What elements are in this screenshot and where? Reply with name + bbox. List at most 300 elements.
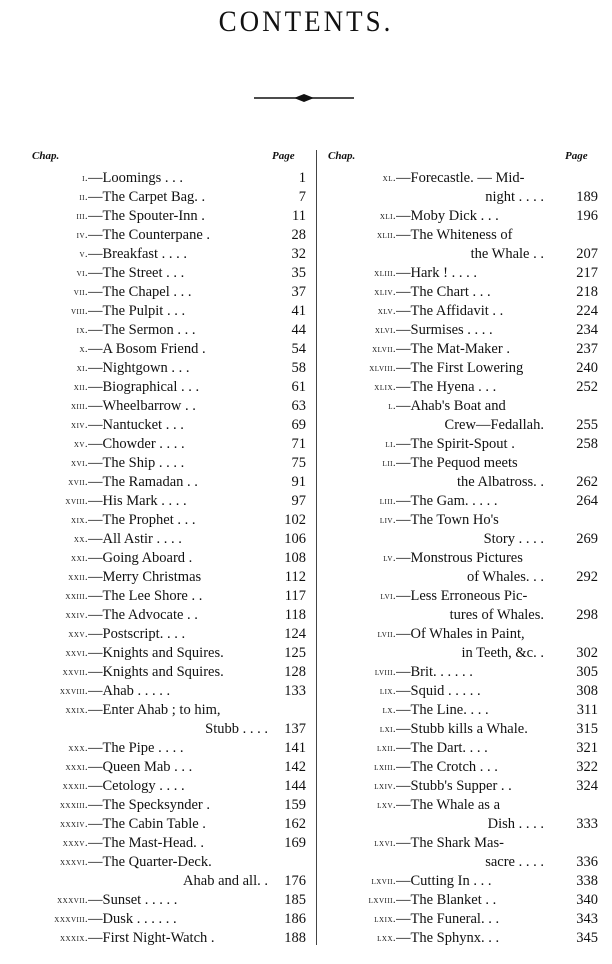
chapter-title: —Ahab's Boat and bbox=[396, 398, 506, 414]
toc-entry bbox=[326, 321, 598, 340]
chapter-number: lix. bbox=[379, 686, 396, 697]
chapter-number: l. bbox=[388, 401, 396, 412]
page-number: 186 bbox=[284, 911, 306, 927]
chapter-title: —The Carpet Bag. . bbox=[88, 189, 206, 205]
chapter-number: xlvii. bbox=[372, 344, 396, 355]
chapter-number: lv. bbox=[383, 553, 396, 564]
ornament-rule-icon bbox=[254, 93, 354, 103]
page-number: 308 bbox=[576, 683, 598, 699]
chapter-number: xxiv. bbox=[65, 610, 88, 621]
chapter-number: xlv. bbox=[377, 306, 396, 317]
page-number: 162 bbox=[284, 816, 306, 832]
chapter-title: —The Advocate . . bbox=[88, 607, 198, 623]
page-number: 302 bbox=[576, 645, 598, 661]
toc-entry bbox=[14, 226, 306, 245]
chapter-title: —The Gam. . . . . bbox=[396, 493, 498, 509]
chapter-number: lxiii. bbox=[374, 762, 396, 773]
chapter-title: —Surmises . . . . bbox=[396, 322, 493, 338]
toc-entry bbox=[326, 777, 598, 796]
toc-entry bbox=[14, 473, 306, 492]
chapter-number: xviii. bbox=[65, 496, 88, 507]
chapter-number: xxix. bbox=[65, 705, 88, 716]
chapter-title: —The Chapel . . . bbox=[88, 284, 192, 300]
page-number: 69 bbox=[291, 417, 306, 433]
chapter-title: —The Crotch . . . bbox=[396, 759, 498, 775]
chapter-title: —Less Erroneous Pic- bbox=[396, 588, 528, 604]
chapter-title: —The Lee Shore . . bbox=[88, 588, 203, 604]
page-number: 137 bbox=[284, 721, 306, 737]
page-number: 124 bbox=[284, 626, 306, 642]
toc-entry bbox=[14, 435, 306, 454]
chapter-number: xxv. bbox=[68, 629, 88, 640]
chapter-title: —Queen Mab . . . bbox=[88, 759, 193, 775]
chapter-number: liii. bbox=[379, 496, 396, 507]
toc-entry bbox=[326, 435, 598, 454]
page-number: 343 bbox=[576, 911, 598, 927]
chapter-title: —Loomings . . . bbox=[88, 170, 184, 186]
page-number: 159 bbox=[284, 797, 306, 813]
chapter-title: —The Specksynder . bbox=[88, 797, 211, 813]
chapter-number: v. bbox=[79, 249, 88, 260]
toc-entry bbox=[14, 283, 306, 302]
chapter-number: viii. bbox=[70, 306, 88, 317]
chapter-title: —The Spirit-Spout . bbox=[396, 436, 515, 452]
toc-entry bbox=[14, 188, 306, 207]
chapter-title: —The Hyena . . . bbox=[396, 379, 497, 395]
page-number: 189 bbox=[576, 189, 598, 205]
toc-entry bbox=[14, 587, 306, 606]
toc-entry bbox=[14, 492, 306, 511]
page-number: 75 bbox=[291, 455, 306, 471]
chapter-title: —Nantucket . . . bbox=[88, 417, 184, 433]
page-number: 54 bbox=[291, 341, 306, 357]
chapter-number: xlviii. bbox=[369, 363, 396, 374]
chapter-number: iii. bbox=[76, 211, 88, 222]
chapter-number: iv. bbox=[76, 230, 88, 241]
chapter-title: —The Spouter-Inn . bbox=[88, 208, 205, 224]
page-number: 336 bbox=[576, 854, 598, 870]
page-number: 240 bbox=[576, 360, 598, 376]
chapter-number: xxviii. bbox=[59, 686, 88, 697]
toc-entry bbox=[326, 226, 598, 264]
toc-entry bbox=[326, 207, 598, 226]
toc-entry bbox=[14, 777, 306, 796]
toc-entry bbox=[326, 701, 598, 720]
page-number: 58 bbox=[291, 360, 306, 376]
chapter-title: —The Shark Mas- bbox=[396, 835, 504, 851]
chapter-number: xv. bbox=[73, 439, 88, 450]
chapter-number: xlvi. bbox=[374, 325, 396, 336]
chapter-number: lvi. bbox=[380, 591, 396, 602]
toc-entry bbox=[14, 625, 306, 644]
chapter-title: —Squid . . . . . bbox=[396, 683, 481, 699]
toc-entry bbox=[14, 834, 306, 853]
toc-entry bbox=[326, 378, 598, 397]
chapter-number: x. bbox=[79, 344, 88, 355]
chapter-title: —Sunset . . . . . bbox=[88, 892, 178, 908]
chapter-title: —Enter Ahab ; to him, bbox=[88, 702, 221, 718]
toc-entry bbox=[14, 397, 306, 416]
page-number: 176 bbox=[284, 873, 306, 889]
chapter-title: —Knights and Squires. bbox=[88, 664, 224, 680]
chapter-title: —The Dart. . . . bbox=[396, 740, 488, 756]
chapter-title: —The Cabin Table . bbox=[88, 816, 206, 832]
chapter-title: —Cutting In . . . bbox=[396, 873, 492, 889]
page-number: 91 bbox=[291, 474, 306, 490]
chapter-title: —Merry Christmas bbox=[88, 569, 202, 585]
toc-entry bbox=[14, 207, 306, 226]
chapter-number: xiii. bbox=[70, 401, 88, 412]
toc-entry bbox=[14, 302, 306, 321]
chapter-number: xxii. bbox=[68, 572, 88, 583]
chapter-title: —The Counterpane . bbox=[88, 227, 211, 243]
toc-entry bbox=[14, 169, 306, 188]
toc-entry bbox=[14, 454, 306, 473]
toc-entry bbox=[14, 853, 306, 891]
page-label-left: Page bbox=[272, 150, 295, 162]
chapter-title: —The Ramadan . . bbox=[88, 474, 198, 490]
chapter-title: night . . . . bbox=[485, 189, 544, 205]
chapter-title: the Albatross. . bbox=[457, 474, 544, 490]
chap-label-right: Chap. bbox=[328, 150, 356, 162]
chapter-title: —The Sphynx. . . bbox=[396, 930, 500, 946]
page-number: 237 bbox=[576, 341, 598, 357]
chapter-number: vi. bbox=[76, 268, 88, 279]
toc-entry bbox=[326, 549, 598, 587]
page-number: 142 bbox=[284, 759, 306, 775]
chapter-number: vii. bbox=[73, 287, 88, 298]
chapter-number: xlii. bbox=[377, 230, 396, 241]
chapter-title: —Chowder . . . . bbox=[88, 436, 185, 452]
chapter-number: lx. bbox=[382, 705, 396, 716]
page-number: 118 bbox=[284, 607, 306, 623]
chapter-title: —Hark ! . . . . bbox=[396, 265, 477, 281]
toc-entry bbox=[14, 340, 306, 359]
page-number: 44 bbox=[291, 322, 306, 338]
toc-entry bbox=[326, 454, 598, 492]
toc-entry bbox=[14, 378, 306, 397]
page-number: 41 bbox=[291, 303, 306, 319]
page-label-right: Page bbox=[565, 150, 588, 162]
page-number: 217 bbox=[576, 265, 598, 281]
chapter-title: Dish . . . . bbox=[487, 816, 544, 832]
page-number: 207 bbox=[576, 246, 598, 262]
chapter-number: xix. bbox=[71, 515, 88, 526]
chapter-title: —Cetology . . . . bbox=[88, 778, 185, 794]
page-number: 321 bbox=[576, 740, 598, 756]
chapter-number: xliii. bbox=[374, 268, 396, 279]
page-number: 345 bbox=[576, 930, 598, 946]
page-number: 37 bbox=[291, 284, 306, 300]
toc-entry bbox=[326, 397, 598, 435]
chapter-title: sacre . . . . bbox=[485, 854, 544, 870]
toc-entry bbox=[326, 891, 598, 910]
chapter-title: —The Whiteness of bbox=[396, 227, 513, 243]
chapter-number: xxxii. bbox=[62, 781, 88, 792]
chapter-title: —Postscript. . . . bbox=[88, 626, 186, 642]
page-number: 125 bbox=[284, 645, 306, 661]
toc-entry bbox=[14, 359, 306, 378]
toc-entry bbox=[14, 416, 306, 435]
page-number: 188 bbox=[284, 930, 306, 946]
chapter-number: lii. bbox=[382, 458, 396, 469]
page-number: 338 bbox=[576, 873, 598, 889]
toc-entry bbox=[326, 492, 598, 511]
chapter-title: Ahab and all. . bbox=[183, 873, 268, 889]
toc-entry bbox=[14, 264, 306, 283]
chapter-title: —The Mat-Maker . bbox=[396, 341, 510, 357]
toc-entry bbox=[14, 568, 306, 587]
chapter-number: xii. bbox=[73, 382, 88, 393]
toc-entry bbox=[326, 682, 598, 701]
chapter-number: xvi. bbox=[71, 458, 88, 469]
toc-entry bbox=[326, 511, 598, 549]
page-number: 117 bbox=[284, 588, 306, 604]
toc-entry bbox=[326, 587, 598, 625]
toc-entry bbox=[326, 302, 598, 321]
toc-entry bbox=[326, 340, 598, 359]
page-number: 102 bbox=[284, 512, 306, 528]
page-number: 112 bbox=[284, 569, 306, 585]
toc-entry bbox=[14, 815, 306, 834]
chapter-number: xxxiii. bbox=[59, 800, 88, 811]
chapter-number: ii. bbox=[79, 192, 88, 203]
chapter-number: liv. bbox=[379, 515, 396, 526]
page-number: 218 bbox=[576, 284, 598, 300]
toc-entry bbox=[326, 739, 598, 758]
toc-entry bbox=[14, 910, 306, 929]
page-number: 35 bbox=[291, 265, 306, 281]
page-number: 324 bbox=[576, 778, 598, 794]
column-divider bbox=[316, 150, 317, 945]
chapter-title: the Whale . . bbox=[470, 246, 544, 262]
toc-entry bbox=[14, 549, 306, 568]
chapter-number: lxiv. bbox=[374, 781, 396, 792]
page-number: 315 bbox=[576, 721, 598, 737]
chapter-title: —The Street . . . bbox=[88, 265, 185, 281]
toc-left-column bbox=[14, 169, 306, 948]
page-number: 255 bbox=[576, 417, 598, 433]
chapter-title: —Moby Dick . . . bbox=[396, 208, 499, 224]
page-number: 169 bbox=[284, 835, 306, 851]
chapter-number: xxxvi. bbox=[59, 857, 88, 868]
chapter-number: ix. bbox=[76, 325, 88, 336]
toc-entry bbox=[14, 644, 306, 663]
chapter-title: —The Sermon . . . bbox=[88, 322, 196, 338]
toc-entry bbox=[326, 283, 598, 302]
page-number: 311 bbox=[576, 702, 598, 718]
toc-right-column bbox=[326, 169, 598, 948]
chapter-title: —First Night-Watch . bbox=[88, 930, 215, 946]
toc-entry bbox=[14, 682, 306, 701]
toc-entry bbox=[326, 169, 598, 207]
toc-entry bbox=[14, 663, 306, 682]
page-number: 196 bbox=[576, 208, 598, 224]
toc-entry bbox=[14, 701, 306, 739]
page-number: 32 bbox=[291, 246, 306, 262]
chapter-title: —Stubb kills a Whale. bbox=[396, 721, 528, 737]
toc-entry bbox=[14, 891, 306, 910]
chapter-title: —All Astir . . . . bbox=[88, 531, 182, 547]
chapter-number: xi. bbox=[76, 363, 88, 374]
page-number: 252 bbox=[576, 379, 598, 395]
page-number: 11 bbox=[292, 208, 306, 224]
page-number: 28 bbox=[291, 227, 306, 243]
chapter-title: —The Pulpit . . . bbox=[88, 303, 186, 319]
chapter-number: lxvi. bbox=[374, 838, 396, 849]
toc-entry bbox=[326, 720, 598, 739]
chapter-number: lxv. bbox=[377, 800, 396, 811]
toc-entry bbox=[326, 663, 598, 682]
chapter-number: xli. bbox=[379, 211, 396, 222]
toc-entry bbox=[14, 929, 306, 948]
chapter-title: —The Town Ho's bbox=[396, 512, 499, 528]
page-number: 333 bbox=[576, 816, 598, 832]
toc-entry bbox=[14, 606, 306, 625]
page-number: 305 bbox=[576, 664, 598, 680]
chapter-title: —His Mark . . . . bbox=[88, 493, 187, 509]
chapter-number: i. bbox=[82, 173, 88, 184]
chapter-number: xl. bbox=[382, 173, 396, 184]
page-number: 269 bbox=[576, 531, 598, 547]
chapter-number: xiv. bbox=[71, 420, 88, 431]
toc-entry bbox=[14, 796, 306, 815]
page-number: 97 bbox=[291, 493, 306, 509]
chapter-title: —Going Aboard . bbox=[88, 550, 193, 566]
page-number: 298 bbox=[576, 607, 598, 623]
chapter-title: —The Affidavit . . bbox=[396, 303, 504, 319]
page-number: 322 bbox=[576, 759, 598, 775]
toc-entry bbox=[14, 321, 306, 340]
chapter-title: —Dusk . . . . . . bbox=[88, 911, 177, 927]
chapter-title: —Knights and Squires. bbox=[88, 645, 224, 661]
chapter-number: xxi. bbox=[71, 553, 88, 564]
chapter-number: li. bbox=[385, 439, 396, 450]
toc-entry bbox=[326, 264, 598, 283]
chapter-number: lxx. bbox=[377, 933, 396, 944]
page-number: 71 bbox=[291, 436, 306, 452]
chapter-title: —The Blanket . . bbox=[396, 892, 497, 908]
toc-entry bbox=[326, 872, 598, 891]
chapter-number: xxxviii. bbox=[54, 914, 88, 925]
chapter-number: xliv. bbox=[374, 287, 396, 298]
chapter-title: —Monstrous Pictures bbox=[396, 550, 523, 566]
chapter-title: —The Quarter-Deck. bbox=[88, 854, 212, 870]
chapter-title: —Ahab . . . . . bbox=[88, 683, 171, 699]
chapter-number: xvii. bbox=[68, 477, 88, 488]
chapter-title: —The Whale as a bbox=[396, 797, 501, 813]
chapter-number: xxxi. bbox=[65, 762, 88, 773]
toc-entry bbox=[14, 739, 306, 758]
page-number: 106 bbox=[284, 531, 306, 547]
chapter-number: xlix. bbox=[374, 382, 396, 393]
page-number: 133 bbox=[284, 683, 306, 699]
chapter-number: lxii. bbox=[377, 743, 396, 754]
page-number: 63 bbox=[291, 398, 306, 414]
toc-entry bbox=[14, 511, 306, 530]
page-number: 108 bbox=[284, 550, 306, 566]
chapter-title: —The Prophet . . . bbox=[88, 512, 196, 528]
chapter-title: —Of Whales in Paint, bbox=[396, 626, 525, 642]
toc-entry bbox=[326, 625, 598, 663]
chapter-title: —The Funeral. . . bbox=[396, 911, 500, 927]
chapter-title: —The Chart . . . bbox=[396, 284, 491, 300]
chapter-number: xxx. bbox=[68, 743, 88, 754]
page-number: 258 bbox=[576, 436, 598, 452]
chapter-number: lxvii. bbox=[371, 876, 396, 887]
chapter-title: —The Pipe . . . . bbox=[88, 740, 184, 756]
chapter-title: Story . . . . bbox=[483, 531, 544, 547]
chapter-title: —Biographical . . . bbox=[88, 379, 200, 395]
chapter-number: xxvii. bbox=[62, 667, 88, 678]
chapter-title: —The Mast-Head. . bbox=[88, 835, 204, 851]
chapter-number: xxxiv. bbox=[59, 819, 88, 830]
page-number: 7 bbox=[298, 189, 306, 205]
toc-entry bbox=[14, 530, 306, 549]
chapter-number: lxix. bbox=[374, 914, 396, 925]
chapter-title: —Nightgown . . . bbox=[88, 360, 190, 376]
chapter-number: xxxvii. bbox=[57, 895, 88, 906]
chapter-number: lviii. bbox=[374, 667, 396, 678]
chapter-number: xxxix. bbox=[59, 933, 88, 944]
chapter-title: —Stubb's Supper . . bbox=[396, 778, 512, 794]
chapter-number: xxvi. bbox=[65, 648, 88, 659]
chapter-title: —The Pequod meets bbox=[396, 455, 518, 471]
page-number: 185 bbox=[284, 892, 306, 908]
chapter-title: of Whales. . . bbox=[466, 569, 544, 585]
page-number: 262 bbox=[576, 474, 598, 490]
page-number: 128 bbox=[284, 664, 306, 680]
chapter-number: lxviii. bbox=[368, 895, 396, 906]
toc-entry bbox=[14, 245, 306, 264]
page-number: 224 bbox=[576, 303, 598, 319]
chapter-title: tures of Whales. bbox=[449, 607, 544, 623]
chapter-title: Stubb . . . . bbox=[205, 721, 268, 737]
chapter-title: —The Line. . . . bbox=[396, 702, 489, 718]
chapter-number: xxiii. bbox=[65, 591, 88, 602]
toc-entry bbox=[326, 796, 598, 834]
chapter-title: —Brit. . . . . . bbox=[396, 664, 473, 680]
chapter-number: lxi. bbox=[379, 724, 396, 735]
toc-entry bbox=[326, 910, 598, 929]
chapter-number: xxxv. bbox=[62, 838, 88, 849]
toc-entry bbox=[326, 758, 598, 777]
page-number: 340 bbox=[576, 892, 598, 908]
page-number: 292 bbox=[576, 569, 598, 585]
page-number: 264 bbox=[576, 493, 598, 509]
toc-entry bbox=[14, 758, 306, 777]
page-number: 141 bbox=[284, 740, 306, 756]
page-number: 1 bbox=[298, 170, 306, 186]
page-number: 144 bbox=[284, 778, 306, 794]
toc-entry bbox=[326, 359, 598, 378]
chapter-title: —The Ship . . . . bbox=[88, 455, 185, 471]
chapter-number: lvii. bbox=[377, 629, 396, 640]
toc-entry bbox=[326, 834, 598, 872]
chapter-title: Crew—Fedallah. bbox=[444, 417, 544, 433]
chapter-title: —Wheelbarrow . . bbox=[88, 398, 196, 414]
chapter-title: in Teeth, &c. . bbox=[461, 645, 544, 661]
chapter-number: xx. bbox=[73, 534, 88, 545]
page-title: CONTENTS. bbox=[218, 4, 394, 38]
page-number: 234 bbox=[576, 322, 598, 338]
chapter-title: —Breakfast . . . . bbox=[88, 246, 188, 262]
toc-entry bbox=[326, 929, 598, 948]
chapter-title: —The First Lowering bbox=[396, 360, 524, 376]
chap-label-left: Chap. bbox=[32, 150, 60, 162]
page-number: 61 bbox=[291, 379, 306, 395]
chapter-title: —A Bosom Friend . bbox=[88, 341, 206, 357]
